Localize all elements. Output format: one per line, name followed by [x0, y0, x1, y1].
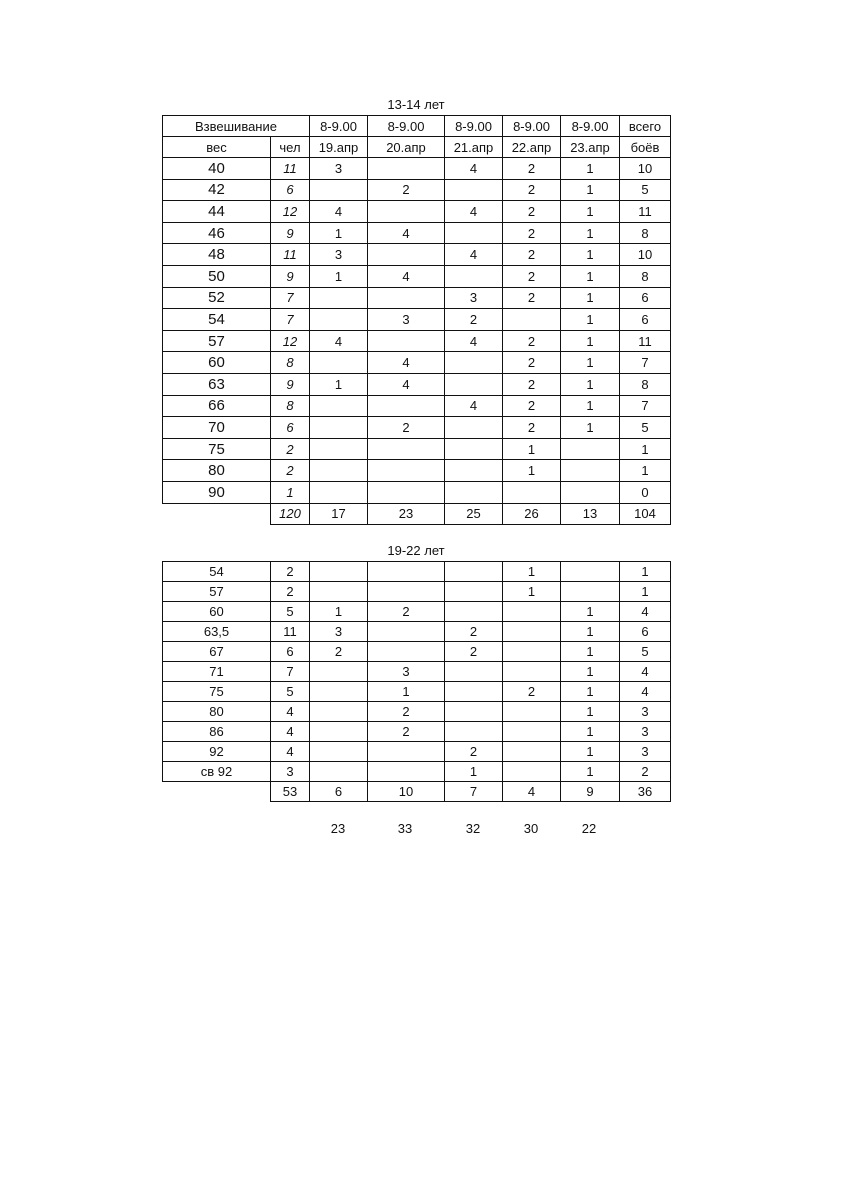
day-cell: 1 [561, 222, 620, 244]
day-cell [368, 742, 445, 762]
weight-cell: 63 [163, 373, 271, 395]
day-cell: 4 [368, 373, 445, 395]
day-cell: 1 [561, 373, 620, 395]
day-cell: 2 [368, 722, 445, 742]
weight-cell: 46 [163, 222, 271, 244]
weight-cell: 60 [163, 602, 271, 622]
day-cell: 1 [310, 222, 368, 244]
table-row [163, 438, 671, 460]
weight-cell: 57 [163, 582, 271, 602]
day-time-header: 8-9.00 [445, 116, 503, 137]
header-row-time [163, 116, 671, 137]
totals-blank [163, 782, 271, 802]
day-cell [445, 602, 503, 622]
table-row [163, 309, 671, 331]
day-cell [310, 179, 368, 201]
day-cell: 4 [445, 330, 503, 352]
total-cell: 8 [620, 373, 671, 395]
day-cell: 2 [503, 222, 561, 244]
weight-cell: 40 [163, 158, 271, 180]
day-cell: 3 [368, 662, 445, 682]
day-cell [445, 702, 503, 722]
day-cell: 3 [310, 158, 368, 180]
day-cell: 1 [561, 201, 620, 223]
weight-cell: 44 [163, 201, 271, 223]
weight-cell: св 92 [163, 762, 271, 782]
weight-cell: 92 [163, 742, 271, 762]
day-cell: 1 [561, 702, 620, 722]
day-cell [445, 481, 503, 503]
day-cell [368, 622, 445, 642]
day-cell [445, 179, 503, 201]
day-cell: 1 [503, 582, 561, 602]
day-cell: 1 [561, 330, 620, 352]
totals-row [163, 503, 671, 524]
grand-total-day-4: 30 [523, 821, 539, 836]
day-cell [445, 460, 503, 482]
day-cell: 4 [310, 330, 368, 352]
day-cell: 2 [368, 179, 445, 201]
weight-cell: 80 [163, 460, 271, 482]
day-date-header: 19.апр [310, 137, 368, 158]
people-cell: 6 [271, 642, 310, 662]
day-cell: 4 [445, 158, 503, 180]
day-total-cell: 7 [445, 782, 503, 802]
day-cell [445, 722, 503, 742]
day-cell: 1 [368, 682, 445, 702]
day-cell: 2 [503, 287, 561, 309]
weight-cell: 54 [163, 562, 271, 582]
totals-blank [163, 503, 271, 524]
table-row [163, 722, 671, 742]
table-row [163, 158, 671, 180]
people-cell: 9 [271, 265, 310, 287]
total-cell: 1 [620, 562, 671, 582]
day-cell [561, 562, 620, 582]
day-cell: 4 [445, 244, 503, 266]
day-cell: 1 [561, 265, 620, 287]
day-cell [445, 352, 503, 374]
day-cell: 2 [445, 742, 503, 762]
people-cell: 12 [271, 201, 310, 223]
table-row [163, 222, 671, 244]
day-cell: 1 [561, 395, 620, 417]
total-cell: 2 [620, 762, 671, 782]
people-cell: 8 [271, 395, 310, 417]
day-time-header: 8-9.00 [561, 116, 620, 137]
weigh-in-header: Взвешивание [163, 116, 310, 137]
weight-cell: 66 [163, 395, 271, 417]
section2-caption: 19-22 лет [387, 543, 445, 558]
weight-cell: 57 [163, 330, 271, 352]
people-cell: 8 [271, 352, 310, 374]
day-total-cell: 10 [368, 782, 445, 802]
people-cell: 3 [271, 762, 310, 782]
people-cell: 6 [271, 417, 310, 439]
weight-cell: 67 [163, 642, 271, 662]
day-cell [368, 158, 445, 180]
table-row [163, 265, 671, 287]
day-total-cell: 9 [561, 782, 620, 802]
total-cell: 5 [620, 179, 671, 201]
table-row [163, 179, 671, 201]
day-cell [368, 642, 445, 662]
day-cell [310, 481, 368, 503]
day-cell [503, 722, 561, 742]
day-cell [368, 244, 445, 266]
day-cell [310, 662, 368, 682]
people-cell: 4 [271, 702, 310, 722]
weight-cell: 60 [163, 352, 271, 374]
people-cell: 1 [271, 481, 310, 503]
day-cell: 1 [561, 642, 620, 662]
day-cell: 4 [368, 265, 445, 287]
table-row [163, 481, 671, 503]
day-cell [445, 682, 503, 702]
table-row [163, 762, 671, 782]
day-time-header: 8-9.00 [368, 116, 445, 137]
day-cell [368, 201, 445, 223]
day-cell: 1 [561, 244, 620, 266]
day-cell: 1 [561, 662, 620, 682]
day-cell [445, 373, 503, 395]
table-row [163, 582, 671, 602]
weight-cell: 90 [163, 481, 271, 503]
day-cell: 1 [561, 352, 620, 374]
day-cell: 3 [310, 244, 368, 266]
total-cell: 6 [620, 622, 671, 642]
day-cell: 1 [561, 622, 620, 642]
grand-total-day-2: 33 [397, 821, 413, 836]
table-19-22 [162, 561, 671, 802]
day-cell [503, 481, 561, 503]
weight-cell: 86 [163, 722, 271, 742]
day-cell: 4 [445, 201, 503, 223]
day-cell [561, 460, 620, 482]
day-cell: 1 [561, 158, 620, 180]
people-cell: 5 [271, 602, 310, 622]
day-cell: 2 [503, 352, 561, 374]
people-cell: 7 [271, 309, 310, 331]
total-cell: 10 [620, 158, 671, 180]
total-cell: 5 [620, 417, 671, 439]
total-cell: 3 [620, 722, 671, 742]
grand-total-day-1: 23 [330, 821, 346, 836]
total-cell: 6 [620, 309, 671, 331]
day-cell [310, 460, 368, 482]
day-cell [310, 438, 368, 460]
people-total-cell: 53 [271, 782, 310, 802]
day-cell [368, 460, 445, 482]
table-row [163, 352, 671, 374]
day-cell: 1 [561, 309, 620, 331]
day-cell [310, 352, 368, 374]
day-date-header: 20.апр [368, 137, 445, 158]
day-cell [445, 438, 503, 460]
header-row-date [163, 137, 671, 158]
day-cell: 4 [310, 201, 368, 223]
total-cell: 3 [620, 742, 671, 762]
total-cell: 4 [620, 682, 671, 702]
table-row [163, 201, 671, 223]
total-cell: 4 [620, 662, 671, 682]
total-cell: 0 [620, 481, 671, 503]
day-cell: 1 [503, 438, 561, 460]
day-cell [445, 662, 503, 682]
day-cell: 2 [503, 158, 561, 180]
table-row [163, 330, 671, 352]
total-cell: 7 [620, 395, 671, 417]
day-cell: 1 [445, 762, 503, 782]
weight-cell: 48 [163, 244, 271, 266]
table-row [163, 622, 671, 642]
total-cell: 1 [620, 582, 671, 602]
weight-cell: 54 [163, 309, 271, 331]
day-cell: 3 [445, 287, 503, 309]
day-cell: 3 [368, 309, 445, 331]
total-cell: 7 [620, 352, 671, 374]
day-cell: 2 [503, 330, 561, 352]
day-cell: 2 [445, 642, 503, 662]
people-cell: 7 [271, 287, 310, 309]
grand-total-cell: 104 [620, 503, 671, 524]
day-cell [368, 562, 445, 582]
day-cell: 1 [310, 265, 368, 287]
day-cell: 1 [561, 722, 620, 742]
day-cell [503, 622, 561, 642]
day-cell [445, 417, 503, 439]
table-row [163, 244, 671, 266]
day-cell: 2 [368, 602, 445, 622]
day-cell: 2 [503, 682, 561, 702]
table-row [163, 702, 671, 722]
day-cell: 1 [310, 373, 368, 395]
day-cell: 4 [445, 395, 503, 417]
people-cell: 4 [271, 722, 310, 742]
day-cell [561, 438, 620, 460]
day-cell [368, 395, 445, 417]
day-date-header: 22.апр [503, 137, 561, 158]
day-cell: 1 [503, 562, 561, 582]
total-cell: 1 [620, 460, 671, 482]
day-cell: 4 [368, 222, 445, 244]
day-cell [503, 702, 561, 722]
total-cell: 8 [620, 265, 671, 287]
total-cell: 6 [620, 287, 671, 309]
people-cell: 5 [271, 682, 310, 702]
total-header-bottom: боёв [620, 137, 671, 158]
grand-total-day-3: 32 [465, 821, 481, 836]
day-cell: 2 [503, 244, 561, 266]
table-row [163, 682, 671, 702]
day-cell [310, 395, 368, 417]
day-cell [561, 481, 620, 503]
day-date-header: 23.апр [561, 137, 620, 158]
table-row [163, 562, 671, 582]
day-cell: 1 [503, 460, 561, 482]
day-cell: 4 [368, 352, 445, 374]
total-cell: 11 [620, 330, 671, 352]
people-cell: 11 [271, 158, 310, 180]
day-cell [445, 222, 503, 244]
weight-cell: 52 [163, 287, 271, 309]
weight-cell: 80 [163, 702, 271, 722]
total-cell: 11 [620, 201, 671, 223]
table-row [163, 417, 671, 439]
weight-cell: 70 [163, 417, 271, 439]
day-cell [445, 562, 503, 582]
people-cell: 4 [271, 742, 310, 762]
day-cell [368, 330, 445, 352]
day-date-header: 21.апр [445, 137, 503, 158]
people-cell: 2 [271, 562, 310, 582]
day-cell [503, 602, 561, 622]
total-cell: 1 [620, 438, 671, 460]
people-cell: 7 [271, 662, 310, 682]
day-cell: 2 [368, 702, 445, 722]
day-cell: 1 [310, 602, 368, 622]
total-cell: 8 [620, 222, 671, 244]
day-cell [368, 481, 445, 503]
day-cell: 2 [445, 622, 503, 642]
day-cell: 2 [503, 201, 561, 223]
day-cell: 2 [503, 179, 561, 201]
day-cell: 1 [561, 762, 620, 782]
grand-total-cell: 36 [620, 782, 671, 802]
day-cell [503, 762, 561, 782]
day-cell [310, 682, 368, 702]
day-cell [503, 742, 561, 762]
weight-cell: 42 [163, 179, 271, 201]
people-cell: 12 [271, 330, 310, 352]
day-cell [310, 742, 368, 762]
day-total-cell: 26 [503, 503, 561, 524]
total-cell: 10 [620, 244, 671, 266]
table-row [163, 287, 671, 309]
day-cell: 2 [503, 373, 561, 395]
day-cell: 2 [503, 265, 561, 287]
day-cell [503, 662, 561, 682]
people-cell: 9 [271, 373, 310, 395]
day-total-cell: 6 [310, 782, 368, 802]
totals-row [163, 782, 671, 802]
table-row [163, 395, 671, 417]
table-row [163, 460, 671, 482]
grand-total-day-5: 22 [581, 821, 597, 836]
weight-column-header: вес [163, 137, 271, 158]
weight-cell: 75 [163, 682, 271, 702]
people-total-cell: 120 [271, 503, 310, 524]
day-cell [368, 438, 445, 460]
people-cell: 11 [271, 622, 310, 642]
people-cell: 2 [271, 460, 310, 482]
day-cell [503, 642, 561, 662]
day-total-cell: 23 [368, 503, 445, 524]
day-cell [310, 309, 368, 331]
day-cell [310, 417, 368, 439]
day-total-cell: 17 [310, 503, 368, 524]
day-cell: 2 [503, 417, 561, 439]
weight-cell: 63,5 [163, 622, 271, 642]
day-cell [310, 722, 368, 742]
day-cell: 2 [445, 309, 503, 331]
day-cell: 1 [561, 417, 620, 439]
day-cell: 1 [561, 287, 620, 309]
people-cell: 11 [271, 244, 310, 266]
people-cell: 2 [271, 582, 310, 602]
weight-cell: 50 [163, 265, 271, 287]
people-cell: 9 [271, 222, 310, 244]
day-cell [445, 582, 503, 602]
day-time-header: 8-9.00 [503, 116, 561, 137]
table-row [163, 742, 671, 762]
total-cell: 5 [620, 642, 671, 662]
day-cell: 3 [310, 622, 368, 642]
day-cell [561, 582, 620, 602]
day-total-cell: 13 [561, 503, 620, 524]
day-cell [310, 287, 368, 309]
day-cell [310, 562, 368, 582]
day-cell: 1 [561, 682, 620, 702]
total-header-top: всего [620, 116, 671, 137]
people-column-header: чел [271, 137, 310, 158]
total-cell: 4 [620, 602, 671, 622]
table-row [163, 642, 671, 662]
day-cell [368, 582, 445, 602]
people-cell: 6 [271, 179, 310, 201]
weight-cell: 71 [163, 662, 271, 682]
day-cell [445, 265, 503, 287]
table-row [163, 373, 671, 395]
day-cell [310, 762, 368, 782]
table-row [163, 602, 671, 622]
day-cell: 2 [310, 642, 368, 662]
section1-caption: 13-14 лет [387, 97, 445, 112]
weight-cell: 75 [163, 438, 271, 460]
day-cell [310, 702, 368, 722]
day-total-cell: 4 [503, 782, 561, 802]
day-cell: 1 [561, 179, 620, 201]
day-cell: 2 [503, 395, 561, 417]
day-cell [368, 762, 445, 782]
people-cell: 2 [271, 438, 310, 460]
day-total-cell: 25 [445, 503, 503, 524]
table-row [163, 662, 671, 682]
day-cell: 2 [368, 417, 445, 439]
day-cell [503, 309, 561, 331]
table-13-14 [162, 115, 671, 525]
day-cell [310, 582, 368, 602]
day-cell: 1 [561, 742, 620, 762]
day-cell [368, 287, 445, 309]
total-cell: 3 [620, 702, 671, 722]
day-cell: 1 [561, 602, 620, 622]
day-time-header: 8-9.00 [310, 116, 368, 137]
